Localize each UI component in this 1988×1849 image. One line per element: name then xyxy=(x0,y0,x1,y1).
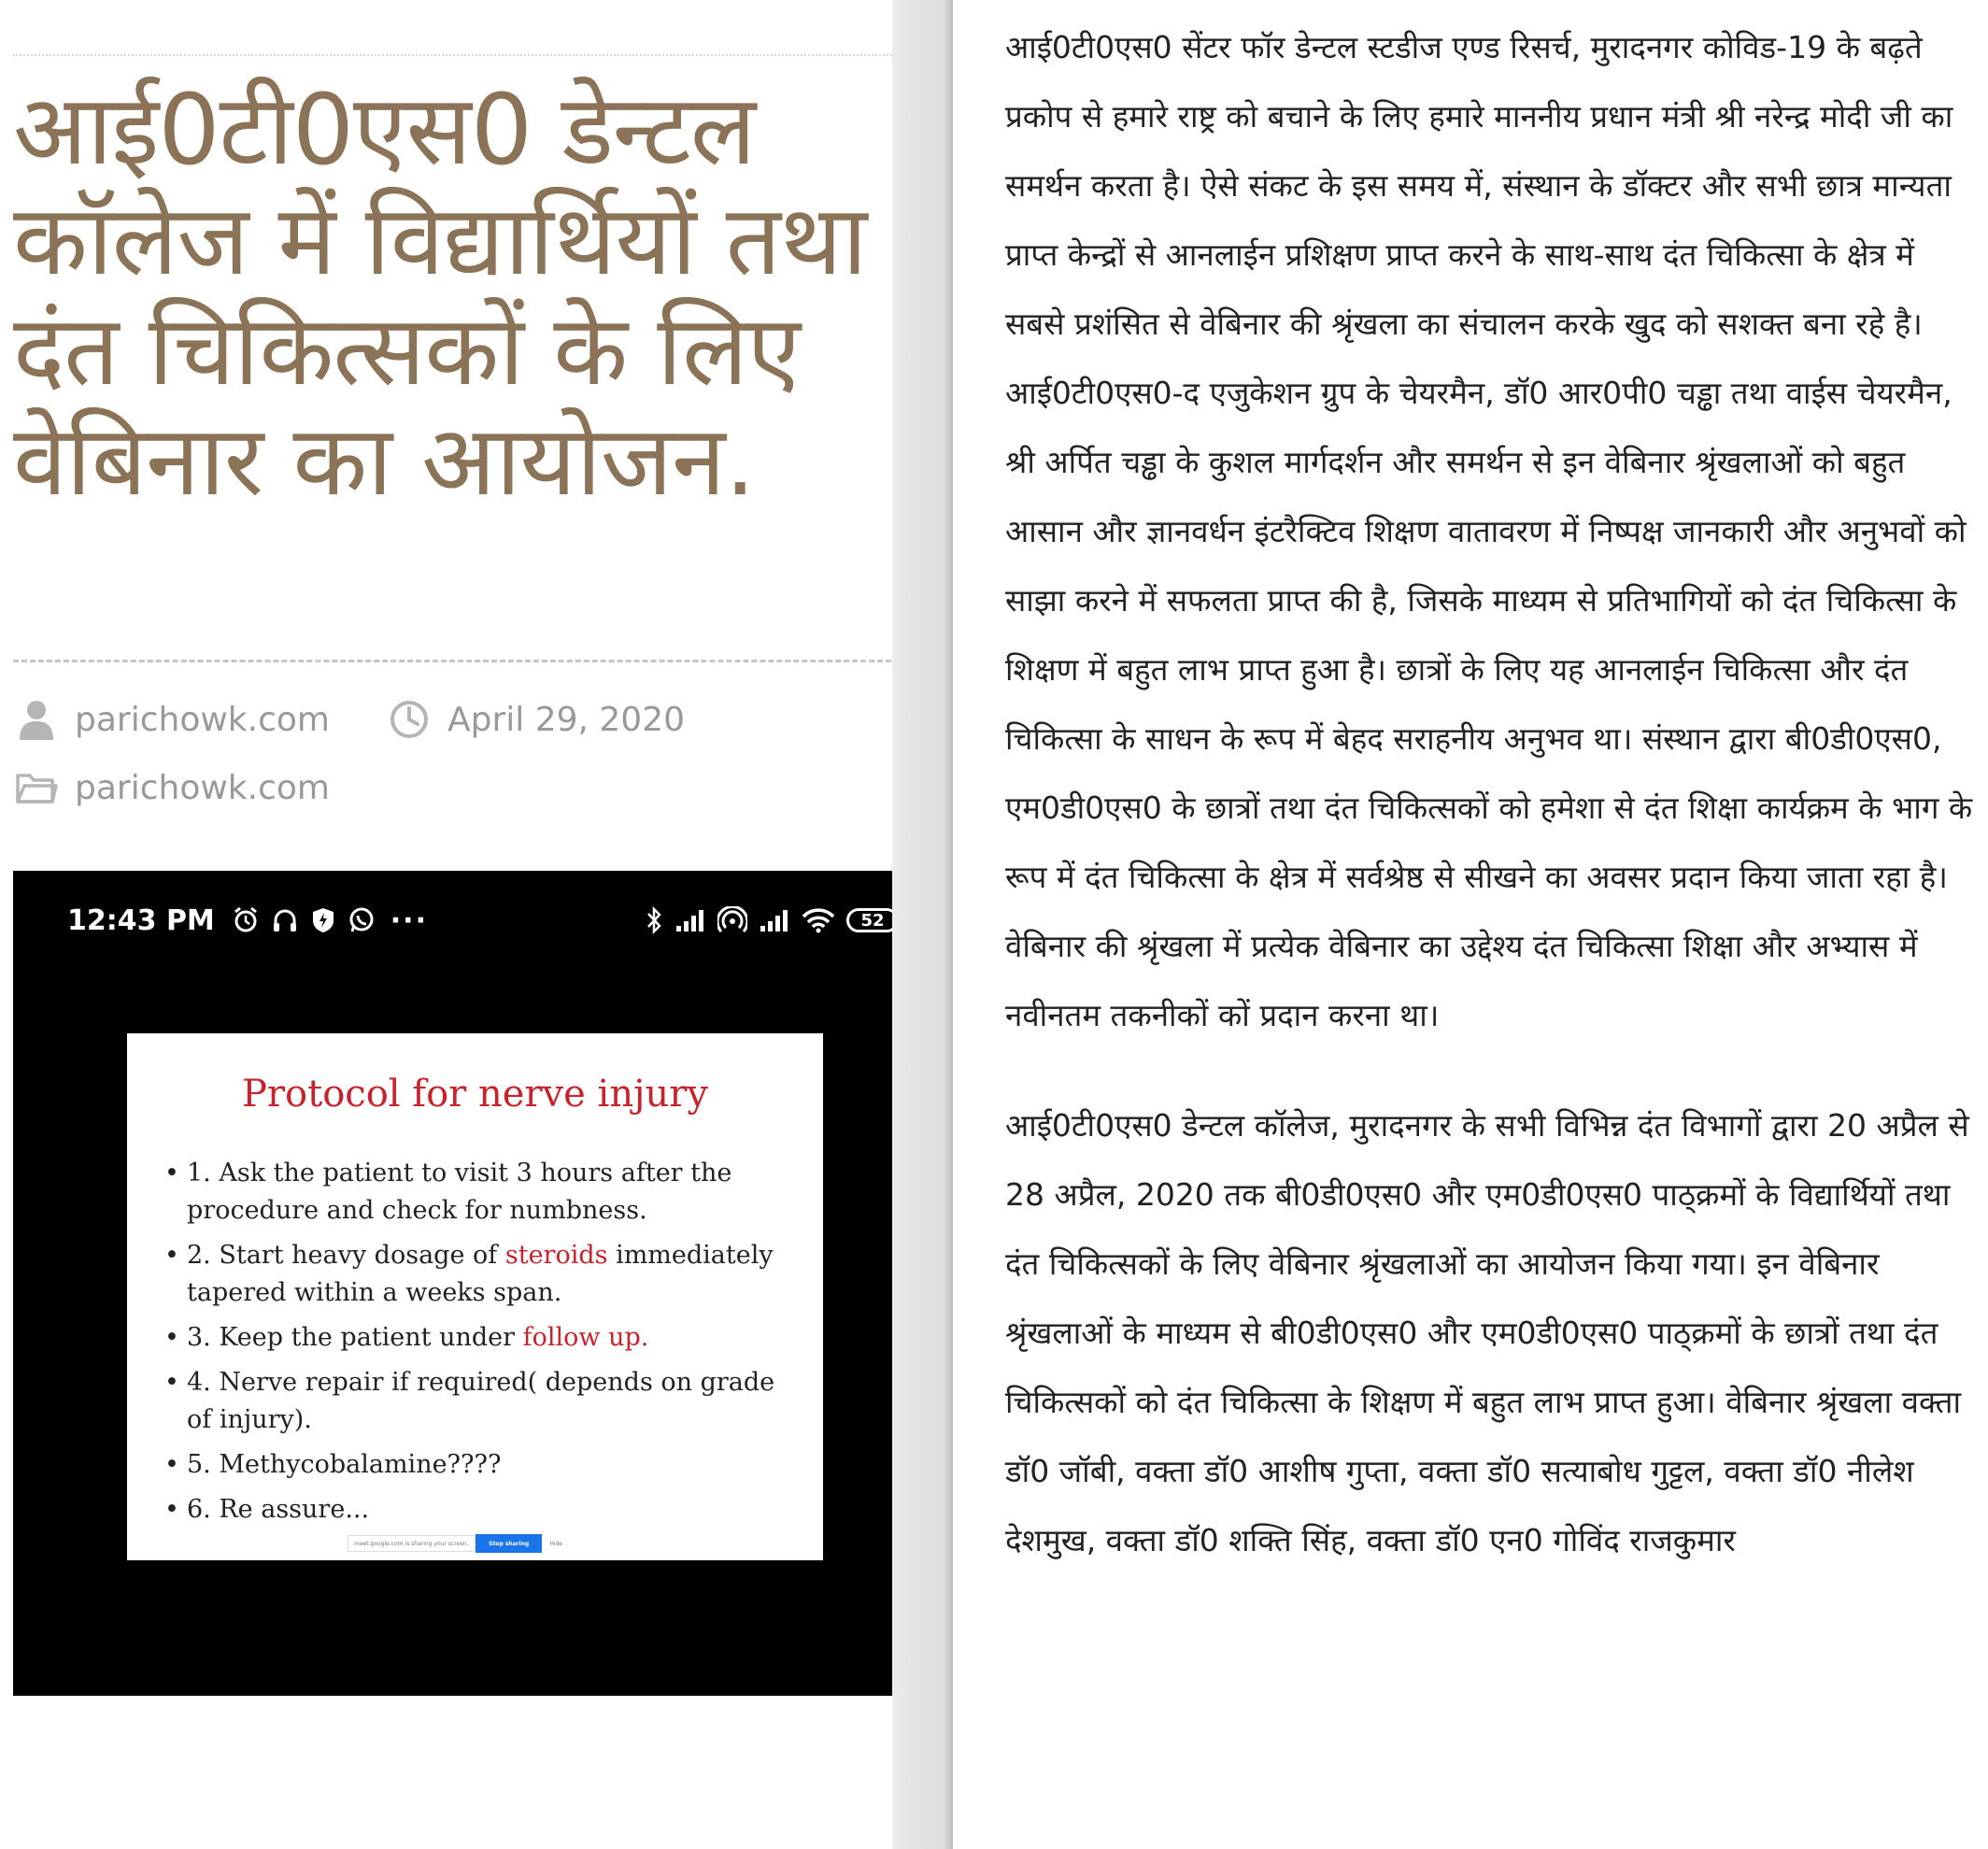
post-author-link[interactable]: parichowk.com xyxy=(75,700,330,739)
signal-secondary-icon xyxy=(759,903,790,937)
column-divider xyxy=(892,0,953,1849)
bullet-text: 3. Keep the patient under xyxy=(187,1323,523,1352)
post-date-link[interactable]: April 29, 2020 xyxy=(447,700,686,739)
battery-icon: 52 xyxy=(846,908,899,932)
bullet-highlight-text: steroids xyxy=(504,1241,608,1270)
article-paragraph-1: आई0टी0एस0 सेंटर फॉर डेन्टल स्टडीज एण्ड रिसर्च, मुरादनगर कोविड-19 के बढ़ते प्रकोप से हमारे राष्ट्र को बचाने के लिए हमारे माननीय प्रधान मंत्री श्री नरेन्द्र मोदी जी का समर्थन करता है। ऐसे संकट के इस समय में, संस्थान के डॉक्टर और सभी छात्र मान्यता प्राप्त केन्द्रों से आनलाईन प्रशिक्षण प्राप्त करने के साथ-साथ दंत चिकित्सा के क्षेत्र में सबसे प्रशंसित से वेबिनार की श्रृंखला का संचालन करके खुद को सशक्त बना रहे है। आई0टी0एस0-द एजुकेशन ग्रुप के चेयरमैन, डॉ0 आर0पी0 चड्ढा तथा वाईस चेयरमैन, श्री अर्पित चड्ढा के कुशल मार्गदर्शन और समर्थन से इन वेबिनार श्रृंखलाओं को बहुत आसान और ज्ञानवर्धन इंटरैक्टिव शिक्षण वातावरण में निष्पक्ष जानकारी और अनुभवों को साझा करने में सफलता प्राप्त की है, जिसके माध्यम से प्रतिभागियों को दंत चिकित्सा के शिक्षण में बहुत लाभ प्राप्त हुआ है। छात्रों के लिए यह आनलाईन चिकित्सा और दंत चिकित्सा के साधन के रूप में बेहद सराहनीय अनुभव था। संस्थान द्वारा बी0डी0एस0, एम0डी0एस0 के छात्रों तथा दंत चिकित्सकों को हमेशा से दंत शिक्षा कार्यक्रम के भाग के रूप में दंत चिकित्सा के क्षेत्र में सर्वश्रेष्ठ से सीखने का अवसर प्रदान किया जाता रहा है। वेबिनार की श्रृंखला में प्रत्येक वेबिनार का उद्देश्य दंत चिकित्सा शिक्षा और अभ्यास में नवीनतम तकनीकों कों प्रदान करना था। xyxy=(1005,29,1973,1033)
clock-icon xyxy=(386,696,433,743)
slide-bullet-list xyxy=(164,1155,800,1536)
article-body xyxy=(1005,13,1977,1575)
wifi-icon xyxy=(802,903,835,937)
whatsapp-icon xyxy=(348,903,376,937)
hide-share-bar-button: Hide xyxy=(549,1540,562,1547)
presentation-slide xyxy=(127,1033,823,1560)
slide-bullet-item xyxy=(164,1319,800,1357)
screen-share-bar xyxy=(348,1534,562,1553)
signal-icon xyxy=(674,903,706,937)
bullet-text: 5. Methycobalamine???? xyxy=(187,1450,502,1479)
bullet-text: 2. Start heavy dosage of xyxy=(187,1241,505,1270)
post-meta-primary xyxy=(13,696,685,743)
hotspot-icon xyxy=(717,903,747,937)
more-notifications-icon: ··· xyxy=(390,903,428,937)
slide-bullet-item xyxy=(164,1364,800,1439)
bullet-text-tail: immediately tapered within a weeks span. xyxy=(187,1241,774,1307)
article-paragraph-2: आई0टी0एस0 डेन्टल कॉलेज, मुरादनगर के सभी विभिन्न दंत विभागों द्वारा 20 अप्रैल से 28 अप्रैल, 2020 तक बी0डी0एस0 और एम0डी0एस0 पाठ्क्रमों के विद्यार्थियों तथा दंत चिकित्सकों के लिए वेबिनार श्रृंखलाओं का आयोजन किया गया। इन वेबिनार श्रृंखलाओं के माध्यम से बी0डी0एस0 और एम0डी0एस0 पाठ्क्रमों के छात्रों तथा दंत चिकित्सकों को दंत चिकित्सा के शिक्षण में बहुत लाभ प्राप्त हुआ। वेबिनार श्रृंखला वक्ता डॉ0 जॉबी, वक्ता डॉ0 आशीष गुप्ता, वक्ता डॉ0 सत्याबोध गुट्टल, वक्ता डॉ0 नीलेश देशमुख, वक्ता डॉ0 शक्ति सिंह, वक्ता डॉ0 एन0 गोविंद राजकुमार xyxy=(1005,1107,1969,1558)
slide-bullet-item xyxy=(164,1155,800,1230)
status-time: 12:43 PM xyxy=(67,903,215,937)
headphones-icon xyxy=(271,903,299,937)
alarm-icon xyxy=(232,903,260,937)
bullet-text: 4. Nerve repair if required( depends on grade of injury). xyxy=(187,1368,775,1434)
post-header-column xyxy=(0,0,892,1849)
share-notice-text: meet.google.com is sharing your screen. xyxy=(348,1535,476,1552)
status-icons-left xyxy=(232,903,428,937)
bullet-text: 1. Ask the patient to visit 3 hours after the procedure and check for numbness. xyxy=(187,1159,732,1225)
title-dashed-divider xyxy=(13,660,933,662)
slide-bullet-item xyxy=(164,1446,800,1484)
user-icon xyxy=(13,696,60,743)
post-featured-image[interactable] xyxy=(13,871,931,1696)
status-icons-right xyxy=(645,903,899,937)
bullet-text: 6. Re assure... xyxy=(187,1495,370,1524)
slide-bullet-item xyxy=(164,1237,800,1312)
article-body-column xyxy=(953,0,1988,1849)
stop-sharing-button: Stop sharing xyxy=(476,1534,542,1553)
post-meta-secondary xyxy=(13,764,330,811)
top-dotted-divider xyxy=(13,54,933,56)
slide-title: Protocol for nerve injury xyxy=(242,1073,708,1116)
bluetooth-icon xyxy=(645,903,663,937)
phone-status-bar xyxy=(67,897,899,944)
post-title[interactable]: आई0टी0एस0 डेन्टल कॉलेज में विद्यार्थियों तथा दंत चिकित्सकों के लिए वेबिनार का आयोजन. xyxy=(13,73,867,518)
post-category-link[interactable]: parichowk.com xyxy=(75,768,330,807)
bullet-highlight-text: follow up. xyxy=(522,1323,649,1352)
slide-bullet-item xyxy=(164,1491,800,1529)
shield-icon xyxy=(310,903,336,937)
folder-icon xyxy=(13,764,60,811)
